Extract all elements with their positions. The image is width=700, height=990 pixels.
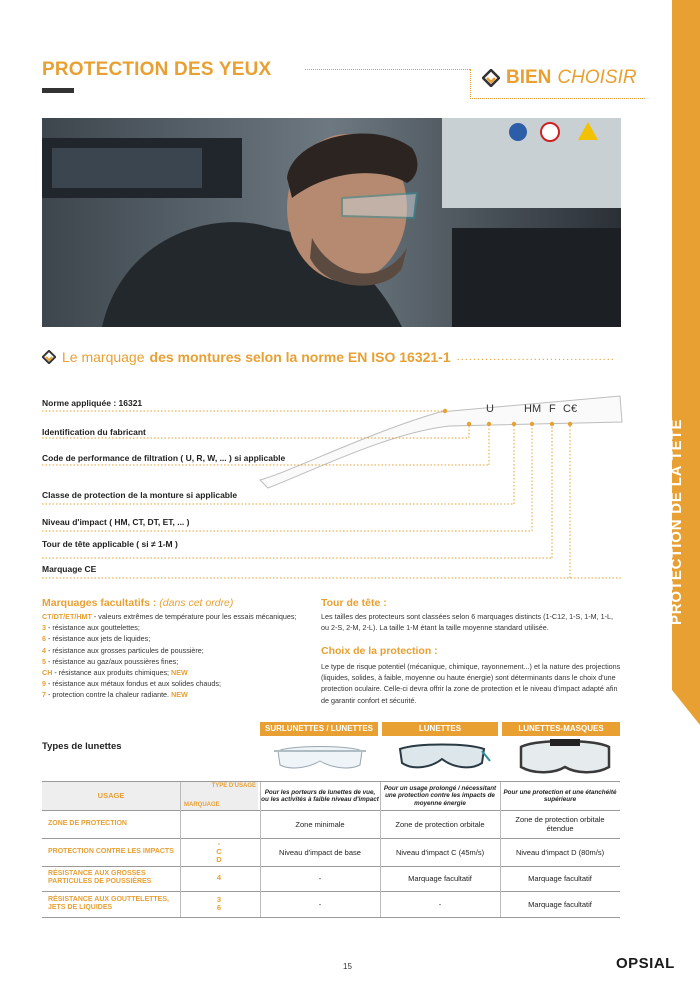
usage-description: Pour les porteurs de lunettes de vue, ou les activités à faible niveau d'impact (260, 782, 380, 810)
header-divider (305, 69, 470, 70)
page-title: PROTECTION DES YEUX (42, 59, 272, 80)
column-header: LUNETTES-MASQUES (502, 722, 620, 736)
mark-u: U (486, 403, 494, 415)
lunettes-image (392, 737, 492, 779)
column-header: SURLUNETTES / LUNETTES (260, 722, 378, 736)
section-dots: ....................................... (456, 351, 615, 363)
table-cell: Marquage facultatif (408, 873, 472, 883)
type-usage-header (180, 782, 258, 810)
section-prefix: Le marquage (62, 349, 145, 365)
marking-row-fabricant: Identification du fabricant (42, 427, 146, 437)
table-cell: Zone minimale (295, 819, 345, 829)
table-row-label: ZONE DE PROTECTION (48, 820, 127, 827)
table-rule (260, 782, 261, 917)
table-row-label: RÉSISTANCE AUX GROSSES PARTICULES DE POUSSIÈRES (48, 870, 152, 885)
types-label: Types de lunettes (42, 741, 122, 752)
list-item: 6 - résistance aux jets de liquides; (42, 634, 151, 644)
new-badge: NEW (171, 668, 188, 678)
table-cell: - (318, 899, 322, 909)
list-item: 9 - résistance aux métaux fondus et aux solides chauds; (42, 679, 221, 689)
header-divider (470, 98, 645, 99)
section-heading (42, 349, 615, 365)
mark-hm: HM (524, 403, 542, 415)
table-rule (500, 782, 501, 917)
usage-description: Pour une protection et une étanchéité supérieure (500, 782, 620, 810)
badge-italic: CHOISIR (557, 67, 637, 88)
hero-photo (42, 118, 621, 327)
mark-f: F (549, 403, 556, 415)
list-item: 7 - protection contre la chaleur radiante. NEW (42, 690, 188, 700)
header-divider (470, 69, 471, 99)
list-item: CT/DT/ET/HMT - valeurs extrêmes de température pour les essais mécaniques; (42, 612, 297, 621)
lunettes-masques-image (515, 737, 615, 779)
marking-row-classe: Classe de protection de la monture si applicable (42, 490, 238, 500)
table-cell: Niveau d'impact de base (279, 847, 361, 857)
table-row-mark: - C D (216, 839, 222, 864)
chevron-diamond-icon (482, 69, 500, 87)
table-cell: Niveau d'impact D (80m/s) (515, 847, 605, 857)
optional-title-italic: (dans cet ordre) (159, 597, 234, 609)
table-rule (42, 838, 620, 839)
table-row-mark: 4 (216, 873, 222, 882)
table-row-label: PROTECTION CONTRE LES IMPACTS (48, 848, 174, 855)
list-item: CH - résistance aux produits chimiques; NEW (42, 668, 188, 678)
table-cell: Marquage facultatif (528, 873, 592, 883)
table-cell: Niveau d'impact C (45m/s) (395, 847, 485, 857)
surlunettes-image (270, 737, 370, 779)
usage-header: USAGE (42, 782, 180, 810)
table-rule (42, 810, 620, 811)
marquage-label: MARQUAGE (184, 802, 220, 808)
list-item: 5 - résistance au gaz/aux poussières fines; (42, 656, 179, 666)
list-item: 4 - résistance aux grosses particules de poussière; (42, 645, 204, 655)
optional-title (42, 597, 233, 609)
column-header: LUNETTES (382, 722, 498, 736)
choix-title: Choix de la protection : (321, 645, 438, 657)
table-cell: - (318, 873, 322, 883)
marking-row-norme: Norme appliquée : 16321 (42, 398, 143, 408)
table-cell: Zone de protection orbitale étendue (515, 815, 605, 833)
table-cell: Zone de protection orbitale (395, 819, 485, 829)
side-tab-label: PROTECTION DE LA TÊTE (668, 418, 685, 625)
badge-bold: BIEN (506, 67, 552, 88)
usage-description: Pour un usage prolongé / nécessitant une protection contre les impacts de moyenne énergie (380, 782, 500, 810)
title-underline (42, 88, 74, 93)
chevron-diamond-icon (42, 350, 56, 364)
table-row-label: RÉSISTANCE AUX GOUTTELETTES, JETS DE LIQUIDES (48, 896, 169, 911)
table-rule (42, 866, 620, 867)
table-rule (42, 781, 620, 782)
tour-de-tete-title: Tour de tête : (321, 597, 387, 609)
marking-row-impact: Niveau d'impact ( HM, CT, DT, ET, ... ) (42, 517, 190, 527)
list-item: 3 - résistance aux gouttelettes; (42, 623, 140, 633)
type-usage-label: TYPE D'USAGE (211, 783, 256, 789)
new-badge: NEW (171, 690, 188, 700)
marking-row-ce: Marquage CE (42, 564, 97, 574)
table-rule (42, 891, 620, 892)
choix-text: Le type de risque potentiel (mécanique, chimique, rayonnement...) et la nature des projections (liquides, solides, à faible, moyenne ou haute énergie) sont déterminants dans le choix d'une protection oculaire. Celle-ci devra offrir la zone de protection et le niveau d'impact adapté afin de garantir confort et sécurité. (321, 662, 621, 705)
table-cell: - (438, 899, 442, 909)
optional-title-main: Marquages facultatifs : (42, 597, 157, 609)
optional-list (42, 611, 307, 701)
table-row-mark: 3 6 (216, 895, 222, 912)
section-title: des montures selon la norme EN ISO 16321-1 (149, 349, 451, 365)
marking-row-filtration: Code de performance de filtration ( U, R, W, ... ) si applicable (42, 453, 286, 463)
opsial-logo: OPSIAL (616, 955, 675, 972)
marking-row-tour-tete: Tour de tête applicable ( si ≠ 1-M ) (42, 539, 178, 549)
table-rule (42, 917, 620, 918)
bien-choisir-badge (482, 67, 637, 89)
table-rule (180, 782, 181, 917)
tour-de-tete-text: Les tailles des protecteurs sont classées selon 6 marquages distincts (1-C12, 1-S, 1-M, 1-L, ou 2-S, 2-M, 2-L). La taille 1-M étant la taille moyenne standard utilisée. (321, 612, 614, 633)
mark-ce: C€ (563, 403, 578, 415)
page-number: 15 (343, 962, 352, 971)
table-rule (380, 782, 381, 917)
table-cell: Marquage facultatif (528, 899, 592, 909)
